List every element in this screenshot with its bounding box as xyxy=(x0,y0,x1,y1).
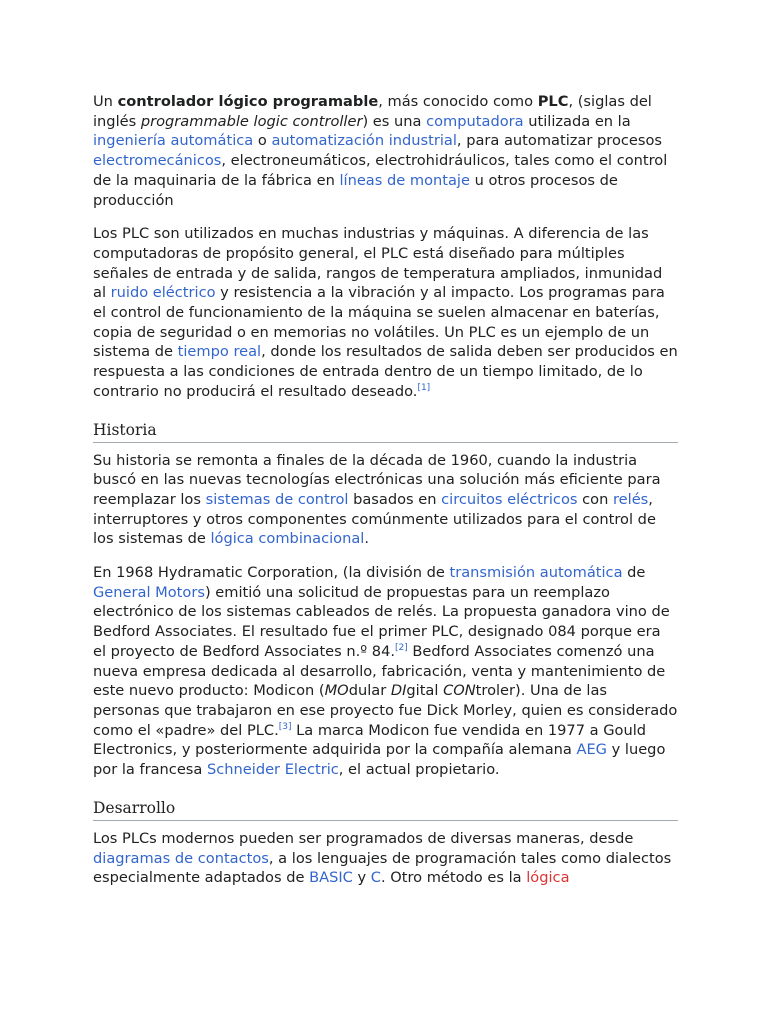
text: troler). Una de las personas que trabajaron en ese proyecto fue Dick Morley, quien es considerado como el «padre» del PLC. xyxy=(93,682,678,739)
text: y resistencia a la vibración y al impacto. Los programas para el control de funcionamiento de la máquina se suelen almacenar en baterías, copia de seguridad o en memorias no volátiles. Un PLC es un ejemplo de un sistema de xyxy=(93,284,665,361)
text: La marca Modicon fue vendida en 1977 a Gould Electronics, y posteriormente adquirida por la compañía alemana xyxy=(93,721,647,759)
paragraph-development xyxy=(93,829,678,888)
paragraph-intro xyxy=(93,92,678,210)
link-computadora[interactable]: computadora xyxy=(426,112,524,130)
italic-term: CON xyxy=(443,682,476,700)
link-lineas-de-montaje[interactable]: líneas de montaje xyxy=(339,171,470,189)
italic-term: DI xyxy=(390,682,407,700)
text: ) es una xyxy=(362,112,427,130)
italic-term: MO xyxy=(324,682,349,700)
link-diagramas-de-contactos[interactable]: diagramas de contactos xyxy=(93,849,269,867)
text: Un xyxy=(93,93,118,110)
link-c[interactable]: C xyxy=(370,869,381,887)
bold-term: PLC xyxy=(537,93,569,110)
text: dular xyxy=(348,682,391,700)
text: ) emitió una solicitud de propuestas para un reemplazo electrónico de los sistemas cableados de relés. La propuesta ganadora vino de Bedford Associates. El resultado fue el primer PLC, designado 084 porque era el proyecto de Bedford Associates n.º 84. xyxy=(93,583,670,660)
paragraph-history-1 xyxy=(93,451,678,550)
article-body xyxy=(93,92,678,902)
text: , interruptores y otros componentes comúnmente utilizados para el control de los sistemas de xyxy=(93,490,656,548)
link-transmision-automatica[interactable]: transmisión automática xyxy=(449,564,623,582)
text: gital xyxy=(406,682,444,700)
link-reles[interactable]: relés xyxy=(612,490,649,508)
text: , electroneumáticos, electrohidráulicos, tales como el control de la maquinaria de la fábrica en xyxy=(93,152,668,189)
text: utilizada en la xyxy=(523,112,631,130)
text: , donde los resultados de salida deben ser producidos en respuesta a las condiciones de entrada dentro de un tiempo limitado, de lo contrario no producirá el resultado deseado. xyxy=(93,343,678,400)
section-heading-historia: Historia xyxy=(93,420,678,443)
italic-term: programmable logic controller xyxy=(140,112,363,130)
link-ruido-electrico[interactable]: ruido eléctrico xyxy=(110,284,216,302)
link-tiempo-real[interactable]: tiempo real xyxy=(177,343,262,361)
text: u otros procesos de producción xyxy=(93,171,618,209)
text: Los PLC son utilizados en muchas industrias y máquinas. A diferencia de las computadoras de propósito general, el PLC está diseñado para múltiples señales de entrada y de salida, rangos de temperatura ampliados, inmunidad al xyxy=(93,225,663,302)
text: o xyxy=(253,132,272,150)
text: de xyxy=(622,564,646,582)
link-logica-combinacional[interactable]: lógica combinacional xyxy=(210,530,365,548)
link-aeg[interactable]: AEG xyxy=(576,741,607,759)
section-heading-desarrollo: Desarrollo xyxy=(93,798,678,821)
text: , a los lenguajes de programación tales como dialectos especialmente adaptados de xyxy=(93,849,672,887)
link-schneider-electric[interactable]: Schneider Electric xyxy=(207,761,339,779)
text: , (siglas del inglés xyxy=(93,93,652,130)
link-general-motors[interactable]: General Motors xyxy=(93,583,205,601)
link-circuitos-electricos[interactable]: circuitos eléctricos xyxy=(441,490,578,508)
text: basados en xyxy=(348,490,442,508)
link-electromecanicos[interactable]: electromecánicos xyxy=(93,152,222,170)
text: , el actual propietario. xyxy=(338,761,500,779)
link-ingenieria-automatica[interactable]: ingeniería automática xyxy=(93,132,254,150)
bold-term: controlador lógico programable xyxy=(117,93,379,110)
link-sistemas-de-control[interactable]: sistemas de control xyxy=(205,490,349,508)
text: y xyxy=(352,869,371,887)
text: con xyxy=(577,490,613,508)
link-logica-missing[interactable]: lógica xyxy=(526,869,570,887)
text: Los PLCs modernos pueden ser programados de diversas maneras, desde xyxy=(93,829,634,847)
link-basic[interactable]: BASIC xyxy=(309,869,353,887)
text: Bedford Associates comenzó una nueva empresa dedicada al desarrollo, fabricación, venta y mantenimiento de este nuevo producto: Modicon ( xyxy=(93,642,666,700)
text: Su historia se remonta a finales de la década de 1960, cuando la industria buscó en las nuevas tecnologías electrónicas una solución más eficiente para reemplazar los xyxy=(93,451,661,508)
reference-3[interactable]: [3] xyxy=(278,721,292,732)
reference-1[interactable]: [1] xyxy=(417,382,431,393)
text: , para automatizar procesos xyxy=(456,132,663,150)
paragraph-history-2 xyxy=(93,563,678,780)
text: En 1968 Hydramatic Corporation, (la división de xyxy=(93,564,450,582)
paragraph-usage xyxy=(93,224,678,401)
text: y luego por la francesa xyxy=(93,741,666,779)
text: . Otro método es la xyxy=(380,869,527,887)
text: , más conocido como xyxy=(378,93,538,110)
link-automatizacion-industrial[interactable]: automatización industrial xyxy=(271,132,457,150)
text: . xyxy=(364,530,369,548)
reference-2[interactable]: [2] xyxy=(395,643,408,654)
